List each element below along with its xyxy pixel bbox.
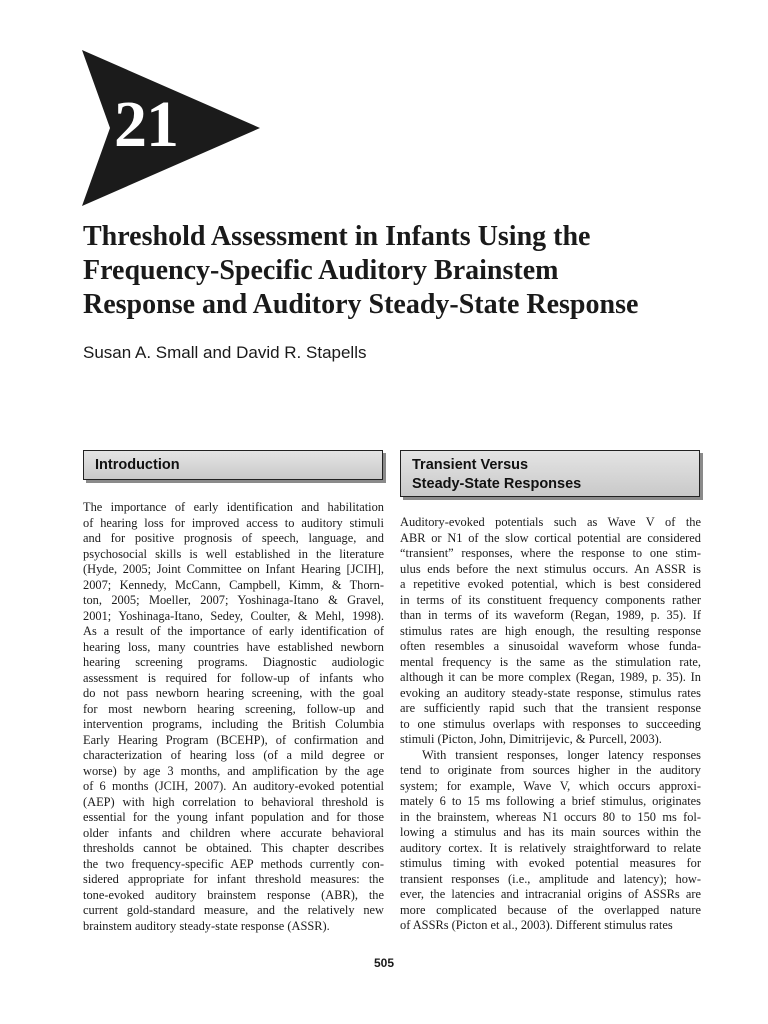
body-text-line: to one stimulus overlaps with responses to succeeding xyxy=(400,716,701,731)
body-text-line: ever, the latencies and intracranial origins of ASSRs are xyxy=(400,887,701,901)
body-text-line: Early Hearing Program (BCEHP), of confirmation and xyxy=(83,732,384,747)
body-text-line: essential for the young infant population and for those xyxy=(83,810,384,824)
body-text-line: ulus ends before the next stimulus occurs. An ASSR is xyxy=(400,561,701,576)
body-text-line: mately 6 to 15 ms following a brief stimulus, originates xyxy=(400,794,701,808)
body-text-line: for most newborn hearing screening, follow-up and xyxy=(83,701,384,716)
body-text-line: system; for example, Wave V, which occurs approxi- xyxy=(400,778,701,793)
body-text-line: of hearing loss for improved access to auditory stimuli xyxy=(83,515,384,530)
body-text-line: assessment is required for follow-up of infants who xyxy=(83,670,384,685)
body-text-line: do not pass newborn hearing screening, with the goal xyxy=(83,686,384,700)
body-text-line: As a result of the importance of early identification of xyxy=(83,624,384,638)
body-text-line: ton, 2005; Moeller, 2007; Yoshinaga-Itano & Gravel, xyxy=(83,593,384,607)
body-text-line: worse) by age 3 months, and amplification by the age xyxy=(83,763,384,778)
chapter-title-line: Threshold Assessment in Infants Using the xyxy=(83,221,591,252)
body-text-line: although it can be more complex (Regan, 1989, p. 35). In xyxy=(400,670,701,684)
body-text-line: (Hyde, 2005; Joint Committee on Infant Hearing [JCIH], xyxy=(83,562,384,576)
body-text-line: 2001; Yoshinaga-Itano, Sedey, Coulter, & Mehl, 1998). xyxy=(83,608,384,623)
body-text-line: mental frequency is the same as the stimulation rate, xyxy=(400,654,701,669)
section-heading-text: Introduction xyxy=(95,457,180,473)
body-text-line: 2007; Kennedy, McCann, Campbell, Kimm, & Thorn- xyxy=(83,577,384,592)
body-text-line: thresholds cannot be obtained. This chapter describes xyxy=(83,841,384,855)
chapter-number: 21 xyxy=(114,88,178,161)
body-text-line: hearing screening programs. Diagnostic audiologic xyxy=(83,655,384,669)
body-text-line: often resembles a sinusoidal waveform whose funda- xyxy=(400,639,701,653)
body-text-line: psychosocial skills is well established in the literature xyxy=(83,546,384,561)
body-text-line: of ASSRs (Picton et al., 2003). Different stimulus rates xyxy=(400,918,673,932)
body-text-line: and for positive prognosis of speech, language, and xyxy=(83,531,384,545)
chapter-title-line: Response and Auditory Steady-State Response xyxy=(83,289,639,320)
body-text-line: in terms of its constituent frequency components rather xyxy=(400,592,701,607)
body-text-line: stimulus rates are high enough, the resulting response xyxy=(400,623,701,638)
body-text-line: are sufficiently rapid such that the transient response xyxy=(400,701,701,715)
transient-body xyxy=(400,515,701,934)
body-text-line: brainstem auditory steady-state response (ASSR). xyxy=(83,918,330,933)
section-heading-transient-vs-steady-state xyxy=(400,450,700,497)
chapter-title-line: Frequency-Specific Auditory Brainstem xyxy=(83,255,559,286)
body-text-line: (AEP) with high correlation to behavioral threshold is xyxy=(83,794,384,809)
section-heading-introduction xyxy=(83,450,383,480)
body-text-line: current gold-standard measure, and the relatively new xyxy=(83,903,384,917)
body-text-line: older infants and children where accurate behavioral xyxy=(83,825,384,840)
body-text-line: tend to originate from sources higher in the auditory xyxy=(400,763,701,777)
body-text-line: than in terms of its waveform (Regan, 1989, p. 35). If xyxy=(400,608,701,622)
body-text-line: The importance of early identification and habilitation xyxy=(83,500,384,514)
body-text-line: Auditory-evoked potentials such as Wave V of the xyxy=(400,515,701,529)
page-number: 505 xyxy=(373,956,395,970)
body-text-line: in the brainstem, whereas N1 occurs 80 to 150 ms fol- xyxy=(400,809,701,824)
body-text-line: With transient responses, longer latency responses xyxy=(422,747,701,762)
body-text-line: transient responses (i.e., amplitude and latency); how- xyxy=(400,871,701,886)
body-text-line: sidered appropriate for infant threshold measures: the xyxy=(83,872,384,886)
body-text-line: ABR or N1 of the slow cortical potential are considered xyxy=(400,530,701,545)
section-heading-text: Steady-State Responses xyxy=(412,476,582,492)
body-text-line: stimulus timing with evoked potential measures for xyxy=(400,856,701,870)
body-text-line: auditory cortex. It is relatively straightforward to relate xyxy=(400,840,701,855)
introduction-body xyxy=(83,500,384,934)
body-text-line: “transient” responses, where the response to one stim- xyxy=(400,546,701,560)
chapter-authors: Susan A. Small and David R. Stapells xyxy=(83,343,367,362)
chapter-title xyxy=(83,220,723,322)
body-text-line: a repetitive evoked potential, which is best considered xyxy=(400,577,701,591)
body-text-line: lowing a stimulus and has its main sources within the xyxy=(400,825,701,839)
body-text-line: the two frequency-specific AEP methods currently con- xyxy=(83,856,384,871)
body-text-line: more complicated because of the overlapped nature xyxy=(400,902,701,917)
body-text-line: of 6 months (JCIH, 2007). An auditory-evoked potential xyxy=(83,779,384,793)
body-text-line: intervention programs, including the British Columbia xyxy=(83,717,384,731)
section-heading-text: Transient Versus xyxy=(412,457,529,473)
body-text-line: tone-evoked auditory brainstem response (ABR), the xyxy=(83,887,384,902)
body-text-line: characterization of hearing loss (of a mild degree or xyxy=(83,748,384,762)
body-text-line: hearing loss, many countries have established newborn xyxy=(83,639,384,654)
body-text-line: stimuli (Picton, John, Dimitrijevic, & Purcell, 2003). xyxy=(400,732,662,746)
body-text-line: evoking an auditory steady-state response, stimulus rates xyxy=(400,685,701,700)
